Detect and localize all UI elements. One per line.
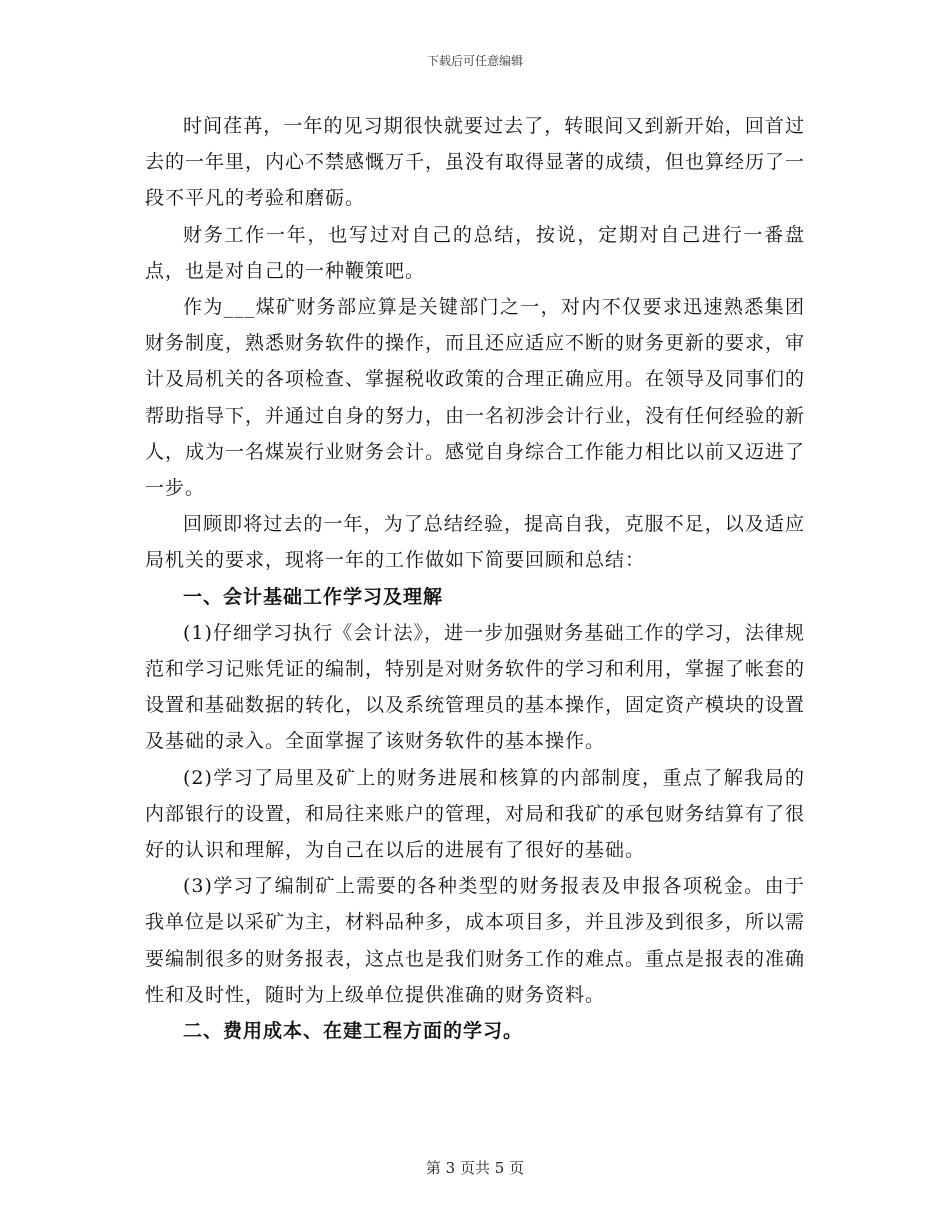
paragraph-intro: 时间荏苒，一年的见习期很快就要过去了，转眼间又到新开始，回首过去的一年里，内心不禁感慨万千，虽没有取得显著的成绩，但也算经历了一段不平凡的考验和磨砺。 [145, 115, 806, 210]
paragraph-item-2: (2)学习了局里及矿上的财务进展和核算的内部制度，重点了解我局的内部银行的设置，和局往来账户的管理，对局和我矿的承包财务结算有了很好的认识和理解，为自己在以后的进展有了很好的基础。 [145, 766, 806, 862]
paragraph-department-role: 作为___煤矿财务部应算是关键部门之一，对内不仅要求迅速熟悉集团财务制度，熟悉财务软件的操作，而且还应适应不断的财务更新的要求，审计及局机关的各项检查、掌握税收政策的合理正确应用。在领导及同事们的帮助指导下，并通过自身的努力，由一名初涉会计行业，没有任何经验的新人，成为一名煤炭行业财务会计。感觉自身综合工作能力相比以前又迈进了一步。 [145, 296, 806, 500]
page-header-note: 下载后可任意编辑 [426, 54, 523, 68]
document-body [145, 108, 805, 1049]
section-heading-accounting-basics: 一、会计基础工作学习及理解 [183, 585, 444, 608]
paragraph-summary-lead: 回顾即将过去的一年，为了总结经验，提高自我，克服不足，以及适应局机关的要求，现将一年的工作做如下简要回顾和总结： [145, 513, 805, 572]
page-number: 第 3 页共 5 页 [425, 1159, 525, 1177]
section-heading-cost-construction: 二、费用成本、在建工程方面的学习。 [183, 1020, 524, 1043]
paragraph-self-review: 财务工作一年，也写过对自己的总结，按说，定期对自己进行一番盘点，也是对自己的一种鞭策吧。 [145, 223, 805, 282]
paragraph-item-1: (1)仔细学习执行《会计法》，进一步加强财务基础工作的学习，法律规范和学习记账凭证的编制，特别是对财务软件的学习和利用，掌握了帐套的设置和基础数据的转化，以及系统管理员的基本操作，固定资产模块的设置及基础的录入。全面掌握了该财务软件的基本操作。 [145, 621, 806, 753]
paragraph-item-3: (3)学习了编制矿上需要的各种类型的财务报表及申报各项税金。由于我单位是以采矿为主，材料品种多，成本项目多，并且涉及到很多，所以需要编制很多的财务报表，这点也是我们财务工作的难点。重点是报表的准确性和及时性，随时为上级单位提供准确的财务资料。 [145, 875, 806, 1006]
